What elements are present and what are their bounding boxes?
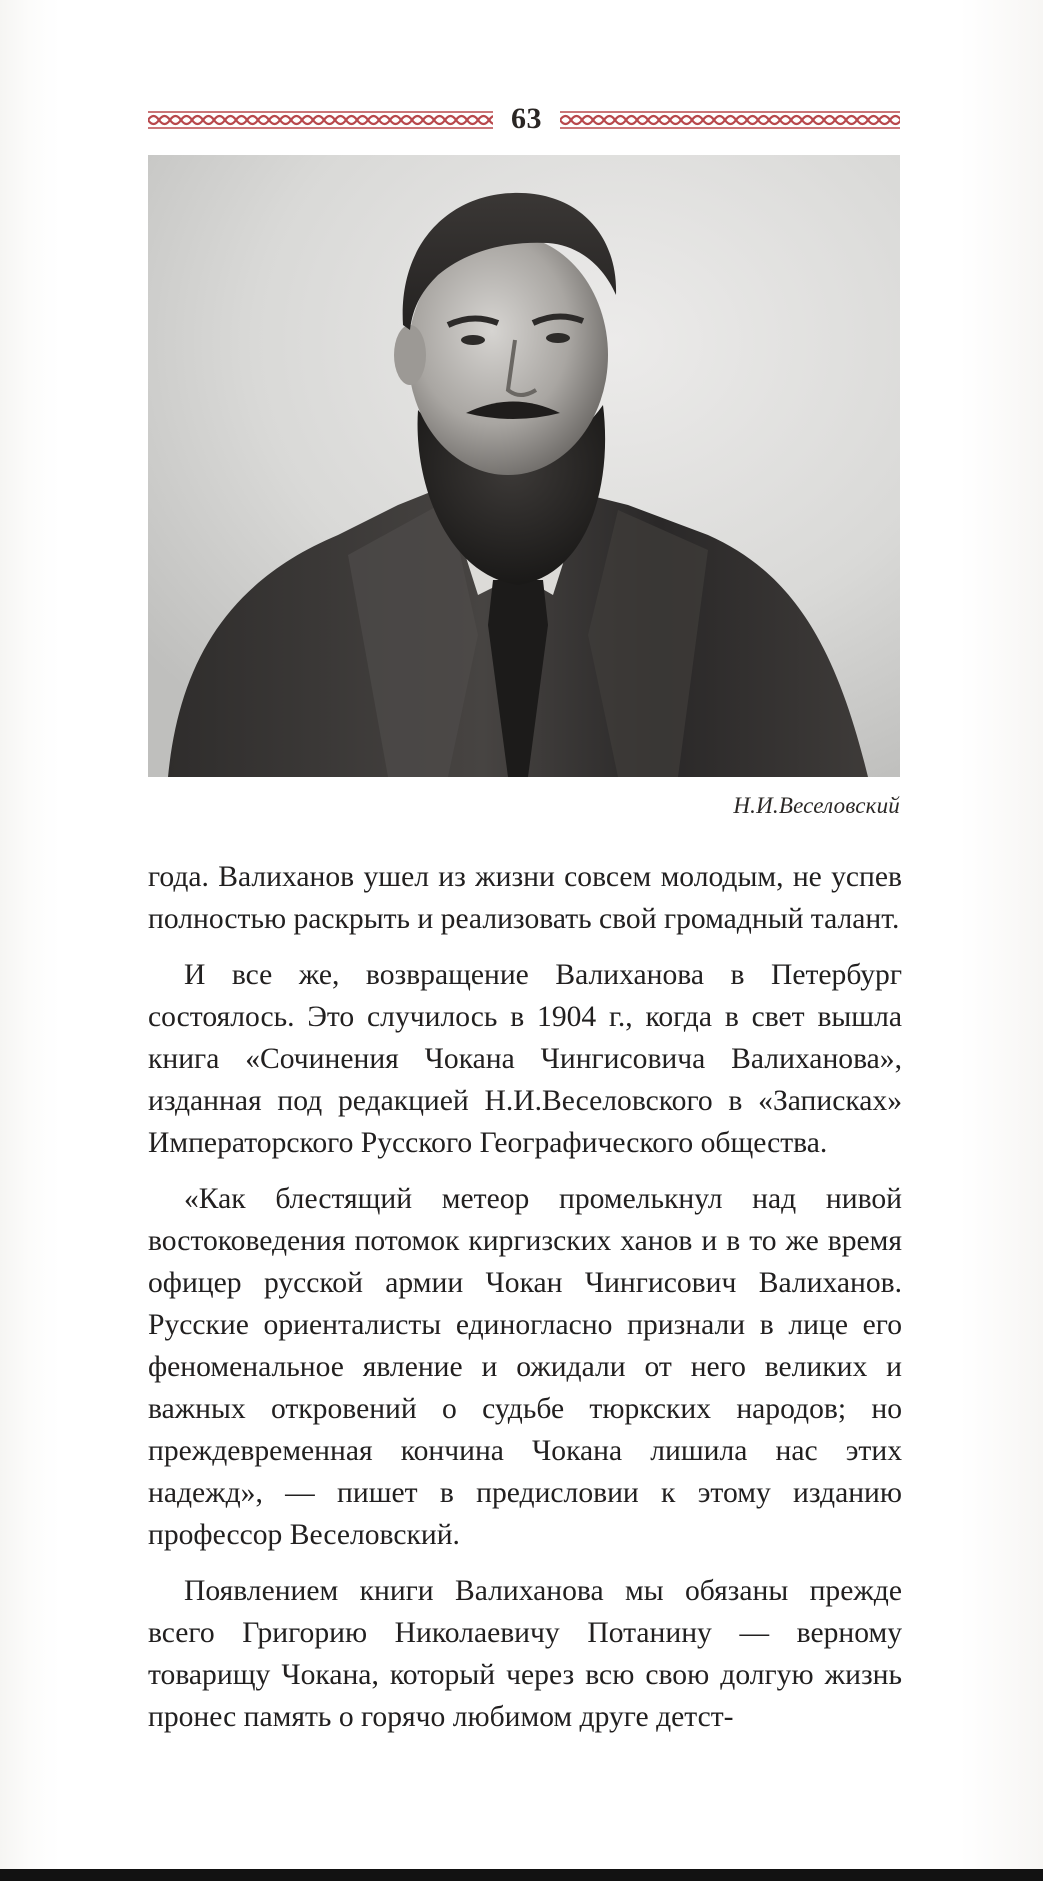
photo-caption: Н.И.Веселовский (733, 793, 900, 818)
page-header (148, 100, 900, 140)
paragraph: года. Валиханов ушел из жизни совсем молодым, не успев полностью раскрыть и реализовать свой громадный талант. (148, 861, 902, 935)
paragraph: «Как блестящий метеор промелькнул над нивой востоковедения потомок киргизских ханов и в то же время офицер русской армии Чокан Чингисович Валиханов. Русские ориенталисты единогласно признали в лице его феноменальное явление и ожидали от него великих и важных откровений о судьбе тюркских народов; но преждевременная кончина Чокана лишила нас этих надежд», — пишет в предисловии к этому изданию профессор Веселовский. (148, 1183, 902, 1551)
scan-bottom-edge (0, 1869, 1043, 1881)
body-text (148, 856, 902, 1752)
paragraph: И все же, возвращение Валиханова в Петербург состоялось. Это случилось в 1904 г., когда в свет вышла книга «Сочинения Чокана Чингисовича Валиханова», изданная под редакцией Н.И.Веселовского в «Записках» Императорского Русского Географического общества. (148, 959, 902, 1159)
ornament-left-icon (148, 111, 493, 129)
page-number: 63 (511, 102, 542, 135)
ornament-right-icon (560, 111, 900, 129)
portrait-photograph-icon (148, 155, 900, 777)
portrait-photo (148, 155, 900, 777)
paragraph: Появлением книги Валиханова мы обязаны прежде всего Григорию Николаевичу Потанину — верному товарищу Чокана, который через всю свою долгую жизнь пронес память о горячо любимом друге детст- (148, 1575, 902, 1733)
